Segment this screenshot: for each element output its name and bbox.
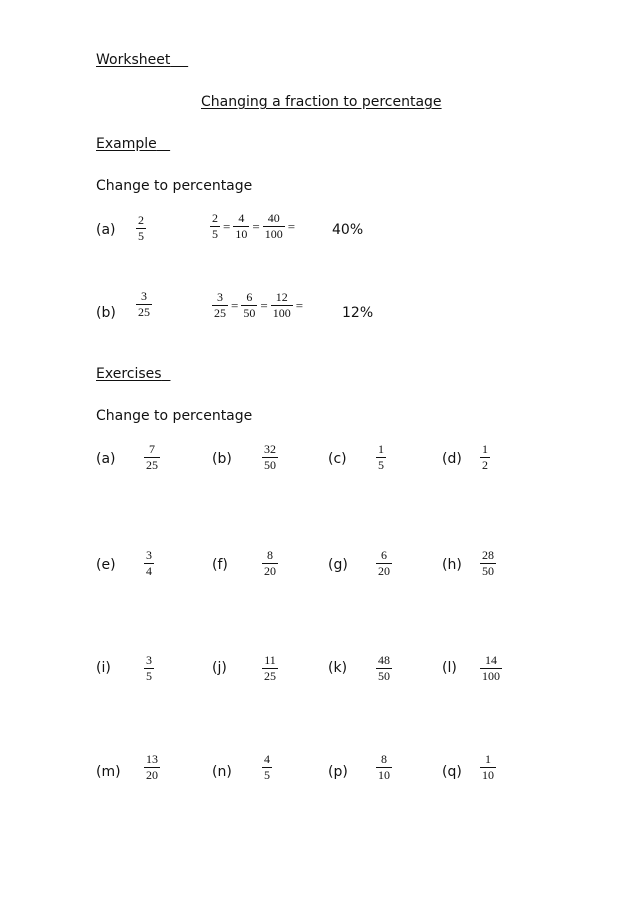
exercise-label: (g) bbox=[328, 557, 348, 573]
exercise-fraction bbox=[480, 753, 496, 782]
numerator: 3 bbox=[146, 548, 152, 562]
denominator: 100 bbox=[482, 669, 500, 683]
denominator: 50 bbox=[264, 458, 276, 472]
denominator: 5 bbox=[146, 669, 152, 683]
numerator: 1 bbox=[378, 442, 384, 456]
exercise-fraction bbox=[262, 654, 278, 683]
denominator: 5 bbox=[264, 768, 270, 782]
denominator: 50 bbox=[482, 564, 494, 578]
step-fraction: $\frac{3}{25}$ bbox=[214, 290, 226, 320]
step-fraction: $\frac{12}{100}$ bbox=[272, 290, 291, 320]
denominator: 25 bbox=[264, 669, 276, 683]
denominator: 2 bbox=[482, 458, 488, 472]
example-b-answer: 12% bbox=[342, 305, 374, 321]
exercise-fraction bbox=[144, 654, 154, 683]
exercise-fraction bbox=[480, 549, 496, 578]
numerator: 1 bbox=[482, 442, 488, 456]
step-fraction: $\frac{4}{10}$ bbox=[235, 211, 248, 241]
denominator: 10 bbox=[378, 768, 390, 782]
denominator: 20 bbox=[146, 768, 158, 782]
exercise-fraction bbox=[144, 443, 160, 472]
exercise-fraction bbox=[144, 753, 160, 782]
example-a-fraction bbox=[136, 214, 146, 243]
example-a-answer: 40% bbox=[332, 222, 364, 238]
exercise-label: (q) bbox=[442, 764, 462, 780]
exercise-fraction bbox=[262, 443, 278, 472]
exercise-label: (a) bbox=[96, 451, 116, 467]
exercise-fraction bbox=[376, 443, 386, 472]
example-a-label: (a) bbox=[96, 222, 116, 238]
step-fraction: $\frac{40}{100}$ bbox=[264, 211, 283, 241]
exercise-label: (p) bbox=[328, 764, 348, 780]
exercise-fraction bbox=[262, 549, 278, 578]
exercise-label: (n) bbox=[212, 764, 232, 780]
exercise-fraction bbox=[376, 549, 392, 578]
denominator: 20 bbox=[378, 564, 390, 578]
exercise-label: (b) bbox=[212, 451, 232, 467]
step-fraction: $\frac{2}{5}$ bbox=[212, 211, 218, 241]
exercise-label: (m) bbox=[96, 764, 121, 780]
exercise-label: (j) bbox=[212, 660, 227, 676]
denominator: 25 bbox=[138, 305, 150, 319]
exercises-instruction: Change to percentage bbox=[96, 408, 253, 424]
denominator: 50 bbox=[378, 669, 390, 683]
exercise-fraction bbox=[144, 549, 154, 578]
denominator: 5 bbox=[378, 458, 384, 472]
numerator: 32 bbox=[264, 442, 276, 456]
worksheet-label: Worksheet bbox=[96, 52, 171, 68]
numerator: 28 bbox=[482, 548, 494, 562]
denominator: 4 bbox=[146, 564, 152, 578]
numerator: 13 bbox=[146, 752, 158, 766]
step-fraction: $\frac{6}{50}$ bbox=[243, 290, 256, 320]
example-b-label: (b) bbox=[96, 305, 116, 321]
numerator: 7 bbox=[149, 442, 155, 456]
exercises-heading: Exercises bbox=[96, 366, 162, 382]
denominator: 5 bbox=[138, 229, 144, 243]
numerator: 3 bbox=[146, 653, 152, 667]
example-a-working: $\frac{2}{5}$ = $\frac{4}{10}$ = $\frac{40}{100}$ = bbox=[212, 211, 296, 241]
denominator: 20 bbox=[264, 564, 276, 578]
numerator: 4 bbox=[264, 752, 270, 766]
exercise-label: (f) bbox=[212, 557, 228, 573]
exercise-label: (k) bbox=[328, 660, 348, 676]
denominator: 10 bbox=[482, 768, 494, 782]
numerator: 14 bbox=[485, 653, 497, 667]
exercise-label: (l) bbox=[442, 660, 457, 676]
exercise-label: (d) bbox=[442, 451, 462, 467]
exercise-label: (h) bbox=[442, 557, 462, 573]
exercise-label: (i) bbox=[96, 660, 111, 676]
numerator: 6 bbox=[381, 548, 387, 562]
exercise-fraction bbox=[480, 654, 502, 683]
example-b-working: $\frac{3}{25}$ = $\frac{6}{50}$ = $\frac{12}{100}$ = bbox=[214, 290, 304, 320]
denominator: 25 bbox=[146, 458, 158, 472]
numerator: 1 bbox=[485, 752, 491, 766]
exercise-fraction bbox=[262, 753, 272, 782]
numerator: 11 bbox=[264, 653, 276, 667]
numerator: 48 bbox=[378, 653, 390, 667]
numerator: 8 bbox=[267, 548, 273, 562]
exercise-label: (e) bbox=[96, 557, 116, 573]
numerator: 8 bbox=[381, 752, 387, 766]
numerator: 2 bbox=[138, 213, 144, 227]
exercise-fraction bbox=[480, 443, 490, 472]
exercise-fraction bbox=[376, 654, 392, 683]
example-b-fraction bbox=[136, 290, 152, 319]
exercise-label: (c) bbox=[328, 451, 347, 467]
example-instruction: Change to percentage bbox=[96, 178, 253, 194]
page-title: Changing a fraction to percentage bbox=[201, 94, 442, 110]
numerator: 3 bbox=[141, 289, 147, 303]
exercise-fraction bbox=[376, 753, 392, 782]
example-heading: Example bbox=[96, 136, 157, 152]
